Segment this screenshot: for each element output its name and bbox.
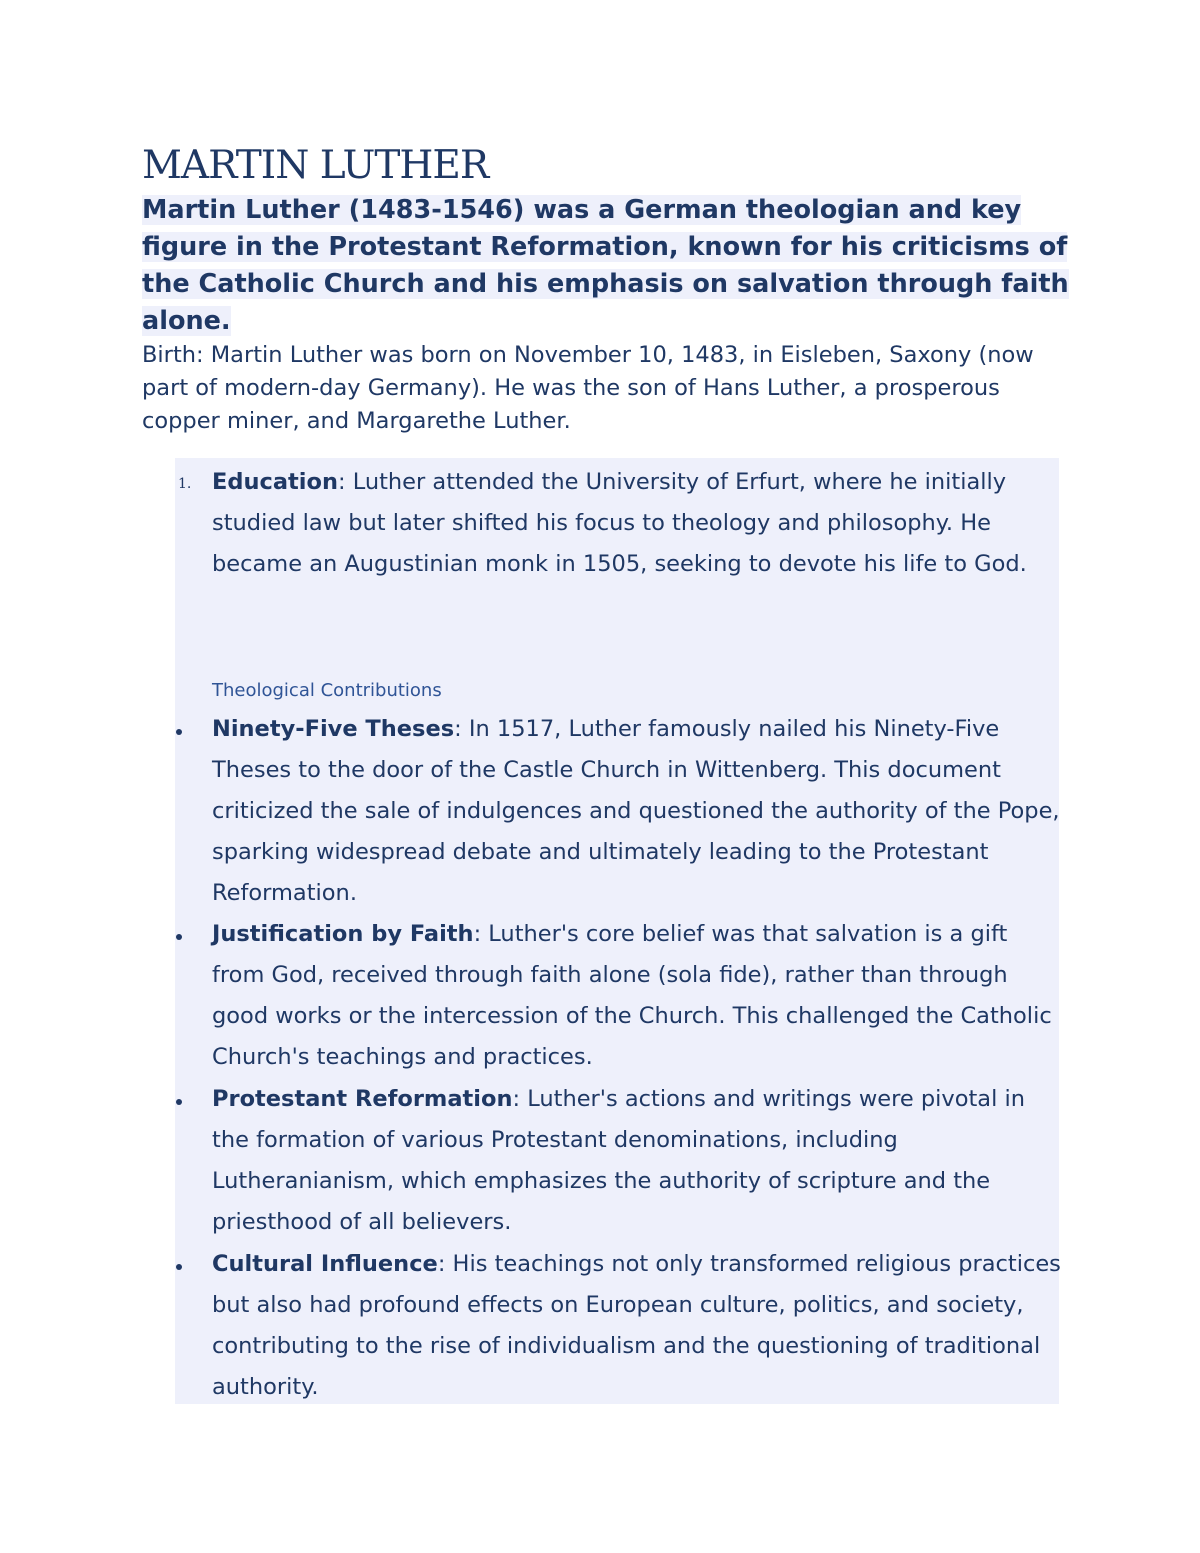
contribution-term: Justification by Faith <box>212 921 474 947</box>
contribution-term: Protestant Reformation <box>212 1086 513 1112</box>
summary-paragraph <box>142 192 1072 340</box>
contribution-term: Cultural Influence <box>212 1251 438 1277</box>
document-title: MARTIN LUTHER <box>142 143 489 188</box>
list-item-justification-by-faith <box>212 914 1064 1078</box>
contribution-text: : Luther's core belief was that salvation is a gift from God, received through faith alone (sola fide), rather than through good works or the intercession of the Church. This challenged the Catholic Church's teachings and practices. <box>212 921 1052 1070</box>
contribution-text: : Luther's actions and writings were pivotal in the formation of various Protestant denominations, including Lutheranianism, which emphasizes the authority of scripture and the priesthood of all believers. <box>212 1086 1026 1235</box>
contribution-term: Ninety-Five Theses <box>212 716 455 742</box>
list-item-cultural-influence <box>212 1244 1064 1408</box>
bullet-icon <box>176 1099 182 1105</box>
summary-text: Martin Luther (1483-1546) was a German theologian and key figure in the Protestant Reformation, known for his criticisms of the Catholic Church and his emphasis on salvation through faith alone. <box>142 195 1069 336</box>
list-item-education <box>212 462 1064 585</box>
education-term: Education <box>212 469 338 495</box>
contribution-text: : His teachings not only transformed religious practices but also had profound effects on European culture, politics, and society, contributing to the rise of individualism and the questioning of traditional authority. <box>212 1251 1061 1400</box>
section-heading: Theological Contributions <box>212 680 442 701</box>
education-text: : Luther attended the University of Erfurt, where he initially studied law but later shifted his focus to theology and philosophy. He became an Augustinian monk in 1505, seeking to devote his life to God. <box>212 469 1027 577</box>
bullet-icon <box>176 934 182 940</box>
birth-paragraph: Birth: Martin Luther was born on November 10, 1483, in Eisleben, Saxony (now part of modern-day Germany). He was the son of Hans Luther, a prosperous copper miner, and Margarethe Luther. <box>142 342 1034 434</box>
bullet-icon <box>176 729 182 735</box>
list-item-protestant-reformation <box>212 1079 1064 1243</box>
contribution-text: : In 1517, Luther famously nailed his Ninety-Five Theses to the door of the Castle Church in Wittenberg. This document criticized the sale of indulgences and questioned the authority of the Pope, sparking widespread debate and ultimately leading to the Protestant Reformation. <box>212 716 1060 906</box>
bullet-icon <box>176 1264 182 1270</box>
list-item-ninety-five-theses <box>212 709 1064 914</box>
list-number: 1. <box>178 476 192 492</box>
